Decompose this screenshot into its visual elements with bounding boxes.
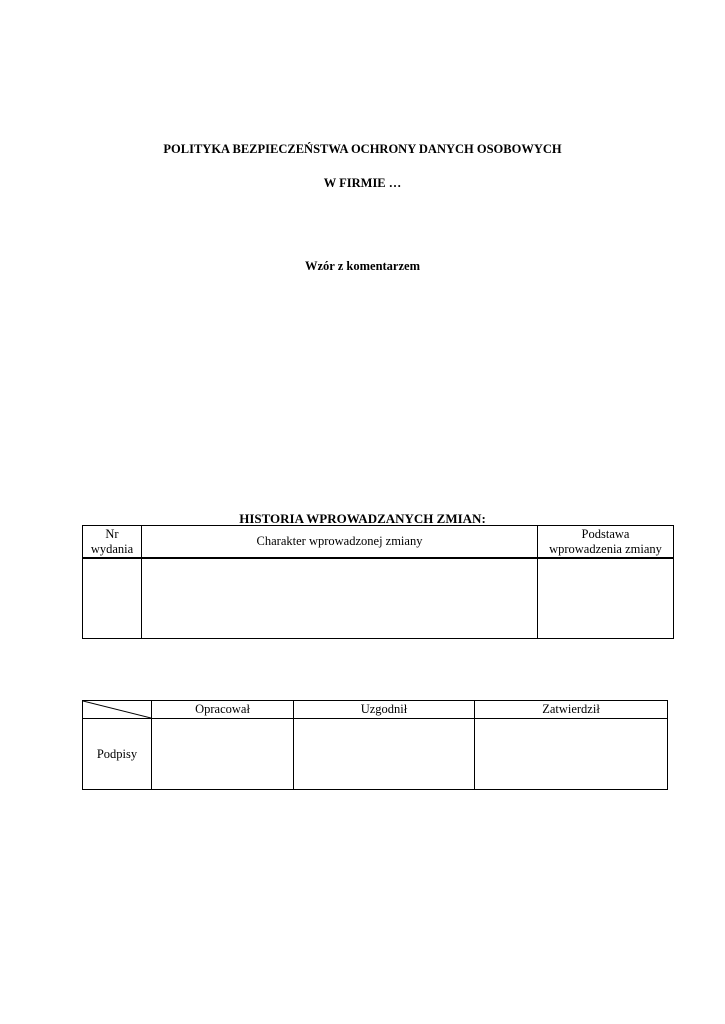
document-title-company: W FIRMIE … (323, 176, 402, 190)
signature-corner-cell (83, 701, 152, 719)
history-header-basis-line1: Podstawa (581, 526, 630, 541)
signature-row-label: Podpisy (83, 719, 152, 790)
signature-cell-prepared (152, 719, 294, 790)
history-title: HISTORIA WPROWADZANYCH ZMIAN: (239, 511, 486, 526)
history-header-nr-line2: wydania (90, 541, 134, 556)
signature-cell-approved (475, 719, 668, 790)
signature-header-agreed: Uzgodnił (294, 701, 475, 719)
history-header-row (83, 526, 674, 559)
document-title: POLITYKA BEZPIECZEŃSTWA OCHRONY DANYCH OSOBOWYCH (163, 142, 562, 156)
diagonal-divider (83, 701, 151, 718)
history-cell-basis (538, 558, 674, 639)
history-header-basis-line2: wprowadzenia zmiany (549, 541, 662, 556)
history-cell-nr (83, 558, 142, 639)
history-cell-change (142, 558, 538, 639)
history-header-basis (538, 526, 674, 559)
history-header-nr-line1: Nr (105, 526, 119, 541)
signature-cell-agreed (294, 719, 475, 790)
signature-header-row (83, 701, 668, 719)
document-subtitle: Wzór z komentarzem (304, 259, 420, 273)
history-row (83, 558, 674, 639)
signature-row (83, 719, 668, 790)
signature-table (82, 700, 668, 790)
history-header-change: Charakter wprowadzonej zmiany (142, 526, 538, 559)
history-header-nr (83, 526, 142, 559)
signature-header-approved: Zatwierdził (475, 701, 668, 719)
history-table (82, 525, 674, 639)
signature-header-prepared: Opracował (152, 701, 294, 719)
